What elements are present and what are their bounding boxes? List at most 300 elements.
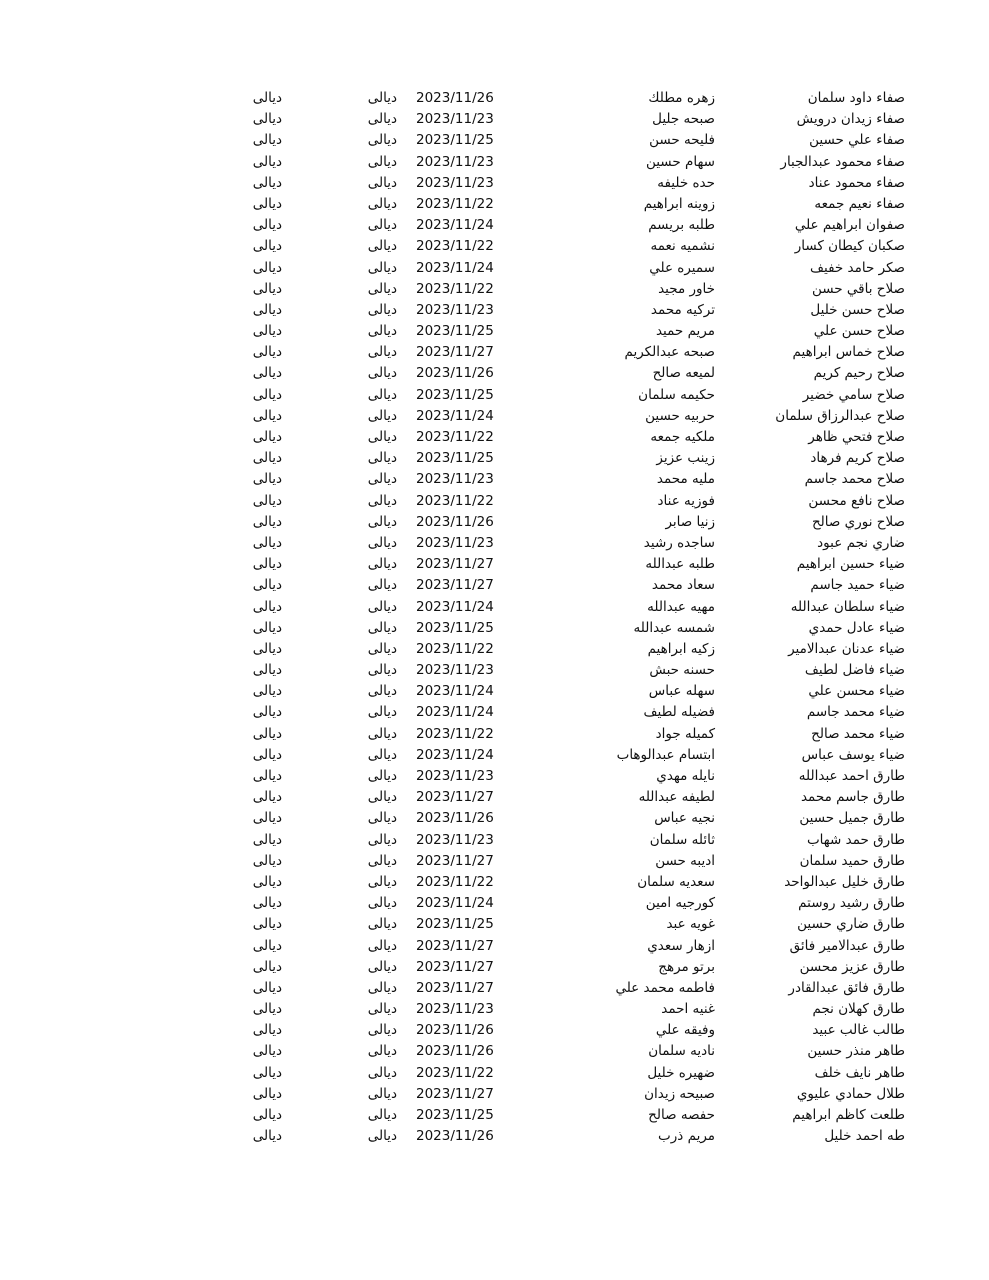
governorate: ديالى — [367, 1043, 397, 1060]
governorate-secondary: ديالى — [252, 217, 282, 234]
person-name: ضياء محمد جاسم — [806, 704, 905, 721]
person-name: طاهر نايف خلف — [814, 1064, 905, 1081]
table-row — [0, 1105, 989, 1126]
mother-name: نشميه نعمه — [650, 238, 715, 255]
mother-name: فاطمه محمد علي — [615, 979, 715, 996]
record-date: 2023/11/25 — [416, 323, 494, 340]
governorate: ديالى — [367, 513, 397, 530]
mother-name: ابتسام عبدالوهاب — [616, 746, 715, 763]
table-row — [0, 258, 989, 279]
mother-name: صبيحه زيدان — [644, 1085, 715, 1102]
mother-name: ثائله سلمان — [649, 831, 715, 848]
table-row — [0, 618, 989, 639]
mother-name: سعديه سلمان — [637, 873, 715, 890]
table-row — [0, 787, 989, 808]
person-name: ضياء عدنان عبدالامير — [788, 640, 905, 657]
person-name: صلاح رحيم كريم — [813, 365, 905, 382]
governorate-secondary: ديالى — [252, 577, 282, 594]
record-date: 2023/11/27 — [416, 1085, 494, 1102]
governorate: ديالى — [367, 323, 397, 340]
person-name: صلاح نوري صالح — [811, 513, 905, 530]
mother-name: سعاد محمد — [651, 577, 715, 594]
mother-name: فضيله لطيف — [643, 704, 715, 721]
governorate-secondary: ديالى — [252, 111, 282, 128]
person-name: ضياء حميد جاسم — [810, 577, 905, 594]
mother-name: كميله جواد — [655, 725, 715, 742]
governorate: ديالى — [367, 873, 397, 890]
mother-name: ضهيره خليل — [647, 1064, 715, 1081]
person-name: طارق ضاري حسين — [797, 916, 905, 933]
mother-name: زهره مطلك — [648, 90, 715, 106]
governorate: ديالى — [367, 344, 397, 361]
governorate-secondary: ديالى — [252, 132, 282, 149]
person-name: ضياء يوسف عباس — [801, 746, 905, 763]
table-row — [0, 448, 989, 469]
governorate-secondary: ديالى — [252, 450, 282, 467]
person-name: صلاح حسن علي — [813, 323, 905, 340]
record-date: 2023/11/27 — [416, 958, 494, 975]
governorate-secondary: ديالى — [252, 1107, 282, 1123]
mother-name: ازهار سعدي — [647, 937, 715, 954]
governorate-secondary: ديالى — [252, 789, 282, 806]
governorate-secondary: ديالى — [252, 1085, 282, 1102]
table-row — [0, 300, 989, 321]
table-row — [0, 342, 989, 363]
record-date: 2023/11/25 — [416, 1107, 494, 1123]
record-date: 2023/11/27 — [416, 852, 494, 869]
governorate-secondary: ديالى — [252, 598, 282, 615]
mother-name: سهله عباس — [648, 683, 715, 700]
mother-name: غويه عبد — [666, 916, 715, 933]
record-date: 2023/11/22 — [416, 492, 494, 509]
mother-name: لطيفه عبدالله — [638, 789, 715, 806]
table-row — [0, 957, 989, 978]
governorate-secondary: ديالى — [252, 810, 282, 827]
record-date: 2023/11/26 — [416, 1022, 494, 1039]
table-row — [0, 469, 989, 490]
mother-name: سهام حسين — [645, 153, 715, 170]
table-row — [0, 702, 989, 723]
governorate: ديالى — [367, 429, 397, 445]
record-date: 2023/11/27 — [416, 344, 494, 361]
mother-name: حربيه حسين — [645, 407, 715, 424]
mother-name: طلبه بريسم — [648, 217, 715, 234]
table-row — [0, 872, 989, 893]
governorate-secondary: ديالى — [252, 195, 282, 212]
governorate-secondary: ديالى — [252, 513, 282, 530]
governorate: ديالى — [367, 895, 397, 912]
table-row — [0, 512, 989, 533]
governorate-secondary: ديالى — [252, 153, 282, 170]
person-name: صفاء داود سلمان — [807, 90, 905, 106]
record-date: 2023/11/24 — [416, 683, 494, 700]
governorate: ديالى — [367, 111, 397, 128]
record-date: 2023/11/24 — [416, 217, 494, 234]
governorate: ديالى — [367, 979, 397, 996]
table-row — [0, 1084, 989, 1105]
governorate-secondary: ديالى — [252, 916, 282, 933]
governorate: ديالى — [367, 852, 397, 869]
governorate: ديالى — [367, 195, 397, 212]
record-date: 2023/11/22 — [416, 238, 494, 255]
person-name: طارق عبدالامير فائق — [789, 937, 905, 954]
table-row — [0, 936, 989, 957]
record-date: 2023/11/24 — [416, 895, 494, 912]
table-row — [0, 639, 989, 660]
mother-name: شمسه عبدالله — [633, 619, 715, 636]
governorate-secondary: ديالى — [252, 471, 282, 488]
mother-name: حده خليفه — [657, 174, 715, 191]
table-row — [0, 215, 989, 236]
record-date: 2023/11/22 — [416, 873, 494, 890]
record-date: 2023/11/27 — [416, 789, 494, 806]
governorate: ديالى — [367, 386, 397, 403]
mother-name: زوينه ابراهيم — [643, 195, 715, 212]
governorate-secondary: ديالى — [252, 90, 282, 106]
person-name: صلاح باقي حسن — [811, 280, 905, 297]
governorate-secondary: ديالى — [252, 725, 282, 742]
record-date: 2023/11/26 — [416, 90, 494, 106]
person-name: صلاح حسن خليل — [810, 301, 905, 318]
table-row — [0, 978, 989, 999]
governorate-secondary: ديالى — [252, 492, 282, 509]
mother-name: برتو مرهج — [658, 958, 715, 975]
governorate: ديالى — [367, 132, 397, 149]
governorate-secondary: ديالى — [252, 365, 282, 382]
record-date: 2023/11/23 — [416, 301, 494, 318]
governorate-secondary: ديالى — [252, 386, 282, 403]
governorate-secondary: ديالى — [252, 979, 282, 996]
person-name: صفاء محمود عناد — [808, 174, 905, 191]
table-row — [0, 236, 989, 257]
person-name: ضياء سلطان عبدالله — [790, 598, 905, 615]
governorate-secondary: ديالى — [252, 534, 282, 551]
governorate-secondary: ديالى — [252, 1128, 282, 1145]
governorate-secondary: ديالى — [252, 280, 282, 297]
mother-name: زنيا صابر — [665, 513, 715, 530]
table-row — [0, 130, 989, 151]
table-row — [0, 152, 989, 173]
record-date: 2023/11/24 — [416, 407, 494, 424]
record-date: 2023/11/22 — [416, 640, 494, 657]
governorate: ديالى — [367, 450, 397, 467]
table-row — [0, 830, 989, 851]
record-date: 2023/11/26 — [416, 810, 494, 827]
governorate-secondary: ديالى — [252, 937, 282, 954]
person-name: طارق حمد شهاب — [806, 831, 905, 848]
table-row — [0, 173, 989, 194]
record-date: 2023/11/25 — [416, 386, 494, 403]
record-date: 2023/11/23 — [416, 662, 494, 679]
governorate-secondary: ديالى — [252, 301, 282, 318]
person-name: طه احمد خليل — [824, 1128, 905, 1145]
person-name: صفاء علي حسين — [809, 132, 905, 149]
governorate: ديالى — [367, 577, 397, 594]
person-name: صلاح محمد جاسم — [804, 471, 905, 488]
governorate: ديالى — [367, 217, 397, 234]
person-name: صلاح خماس ابراهيم — [792, 344, 905, 361]
governorate: ديالى — [367, 301, 397, 318]
governorate: ديالى — [367, 1085, 397, 1102]
record-date: 2023/11/27 — [416, 979, 494, 996]
governorate: ديالى — [367, 534, 397, 551]
governorate: ديالى — [367, 725, 397, 742]
person-name: طارق رشيد روستم — [798, 895, 905, 912]
table-row — [0, 279, 989, 300]
governorate: ديالى — [367, 831, 397, 848]
record-date: 2023/11/26 — [416, 365, 494, 382]
person-name: ضياء حسين ابراهيم — [796, 556, 905, 573]
person-name: صلاح كريم فرهاد — [810, 450, 905, 467]
table-row — [0, 914, 989, 935]
governorate: ديالى — [367, 365, 397, 382]
person-name: طارق حميد سلمان — [799, 852, 905, 869]
person-name: ضياء عادل حمدي — [808, 619, 905, 636]
governorate-secondary: ديالى — [252, 344, 282, 361]
person-name: صكبان كيطان كسار — [794, 238, 905, 255]
governorate: ديالى — [367, 746, 397, 763]
table-row — [0, 745, 989, 766]
mother-name: صبحه جليل — [652, 111, 715, 128]
governorate: ديالى — [367, 1001, 397, 1018]
mother-name: طلبه عبدالله — [645, 556, 715, 573]
table-row — [0, 724, 989, 745]
mother-name: مريم ذرب — [658, 1128, 715, 1145]
governorate: ديالى — [367, 492, 397, 509]
governorate: ديالى — [367, 810, 397, 827]
governorate: ديالى — [367, 90, 397, 106]
governorate-secondary: ديالى — [252, 238, 282, 255]
record-date: 2023/11/23 — [416, 1001, 494, 1018]
governorate-secondary: ديالى — [252, 873, 282, 890]
governorate: ديالى — [367, 619, 397, 636]
person-name: طالب غالب عبيد — [812, 1022, 905, 1039]
mother-name: وفيقه علي — [655, 1022, 715, 1039]
record-date: 2023/11/22 — [416, 1064, 494, 1081]
person-name: صلاح سامي خضير — [802, 386, 905, 403]
governorate-secondary: ديالى — [252, 323, 282, 340]
governorate-secondary: ديالى — [252, 852, 282, 869]
governorate: ديالى — [367, 662, 397, 679]
record-date: 2023/11/22 — [416, 280, 494, 297]
table-row — [0, 660, 989, 681]
person-name: صلاح نافع محسن — [808, 492, 905, 509]
record-date: 2023/11/25 — [416, 619, 494, 636]
governorate-secondary: ديالى — [252, 746, 282, 763]
governorate: ديالى — [367, 768, 397, 784]
governorate-secondary: ديالى — [252, 1022, 282, 1039]
record-date: 2023/11/24 — [416, 598, 494, 615]
governorate: ديالى — [367, 238, 397, 255]
mother-name: ملكيه جمعه — [650, 429, 715, 445]
governorate-secondary: ديالى — [252, 958, 282, 975]
governorate-secondary: ديالى — [252, 1043, 282, 1060]
governorate: ديالى — [367, 598, 397, 615]
record-date: 2023/11/23 — [416, 153, 494, 170]
table-row — [0, 1063, 989, 1084]
table-row — [0, 88, 989, 109]
person-name: صفاء زيدان درويش — [796, 111, 905, 128]
mother-name: مهيه عبدالله — [647, 598, 715, 615]
person-name: طلال حمادي عليوي — [796, 1085, 905, 1102]
person-name: ضاري نجم عبود — [817, 534, 905, 551]
governorate: ديالى — [367, 958, 397, 975]
mother-name: خاور مجيد — [658, 280, 715, 297]
governorate: ديالى — [367, 640, 397, 657]
governorate-secondary: ديالى — [252, 683, 282, 700]
governorate: ديالى — [367, 704, 397, 721]
person-name: طارق احمد عبدالله — [798, 768, 905, 784]
record-date: 2023/11/26 — [416, 1043, 494, 1060]
person-name: صفاء محمود عبدالجبار — [780, 153, 905, 170]
governorate: ديالى — [367, 471, 397, 488]
table-row — [0, 575, 989, 596]
table-row — [0, 109, 989, 130]
governorate-secondary: ديالى — [252, 704, 282, 721]
person-name: صلاح عبدالرزاق سلمان — [775, 407, 905, 424]
record-date: 2023/11/26 — [416, 1128, 494, 1145]
governorate-secondary: ديالى — [252, 768, 282, 784]
table-row — [0, 766, 989, 787]
governorate-secondary: ديالى — [252, 407, 282, 424]
person-name: ضياء محسن علي — [808, 683, 905, 700]
person-name: ضياء فاضل لطيف — [804, 662, 905, 679]
governorate: ديالى — [367, 1064, 397, 1081]
governorate-secondary: ديالى — [252, 1064, 282, 1081]
mother-name: غنيه احمد — [661, 1001, 715, 1018]
governorate-secondary: ديالى — [252, 556, 282, 573]
record-date: 2023/11/23 — [416, 768, 494, 784]
governorate: ديالى — [367, 1022, 397, 1039]
governorate-secondary: ديالى — [252, 831, 282, 848]
governorate-secondary: ديالى — [252, 1001, 282, 1018]
table-row — [0, 491, 989, 512]
mother-name: سميره علي — [649, 259, 715, 276]
governorate-secondary: ديالى — [252, 640, 282, 657]
person-name: طارق فائق عبدالقادر — [788, 979, 905, 996]
table-row — [0, 893, 989, 914]
record-date: 2023/11/27 — [416, 937, 494, 954]
governorate: ديالى — [367, 259, 397, 276]
governorate-secondary: ديالى — [252, 174, 282, 191]
mother-name: ناديه سلمان — [648, 1043, 715, 1060]
record-date: 2023/11/25 — [416, 916, 494, 933]
person-name: ضياء محمد صالح — [811, 725, 905, 742]
mother-name: فليحه حسن — [649, 132, 715, 149]
table-row — [0, 1126, 989, 1147]
table-row — [0, 597, 989, 618]
record-date: 2023/11/27 — [416, 556, 494, 573]
record-date: 2023/11/22 — [416, 725, 494, 742]
record-date: 2023/11/23 — [416, 534, 494, 551]
table-row — [0, 406, 989, 427]
mother-name: حكيمه سلمان — [638, 386, 715, 403]
record-date: 2023/11/24 — [416, 704, 494, 721]
mother-name: تركيه محمد — [650, 301, 715, 318]
record-date: 2023/11/25 — [416, 450, 494, 467]
mother-name: نايله مهدي — [656, 768, 715, 784]
mother-name: اديبه حسن — [655, 852, 715, 869]
table-row — [0, 533, 989, 554]
governorate: ديالى — [367, 407, 397, 424]
governorate: ديالى — [367, 937, 397, 954]
governorate-secondary: ديالى — [252, 259, 282, 276]
mother-name: نجيه عباس — [654, 810, 715, 827]
mother-name: مريم حميد — [655, 323, 715, 340]
record-date: 2023/11/24 — [416, 259, 494, 276]
table-row — [0, 851, 989, 872]
person-name: طارق كهلان نجم — [812, 1001, 905, 1018]
governorate: ديالى — [367, 556, 397, 573]
governorate-secondary: ديالى — [252, 619, 282, 636]
person-name: صفوان ابراهيم علي — [794, 217, 905, 234]
mother-name: فوزيه عناد — [657, 492, 715, 509]
table-row — [0, 808, 989, 829]
record-date: 2023/11/24 — [416, 746, 494, 763]
record-date: 2023/11/23 — [416, 111, 494, 128]
record-date: 2023/11/22 — [416, 429, 494, 445]
person-name: طاهر منذر حسين — [807, 1043, 905, 1060]
table-row — [0, 1020, 989, 1041]
governorate: ديالى — [367, 916, 397, 933]
table-row — [0, 1041, 989, 1062]
table-row — [0, 363, 989, 384]
person-name: طارق خليل عبدالواحد — [784, 873, 905, 890]
governorate: ديالى — [367, 280, 397, 297]
mother-name: صبحه عبدالكريم — [624, 344, 715, 361]
governorate: ديالى — [367, 1128, 397, 1145]
person-name: طارق جاسم محمد — [800, 789, 905, 806]
table-row — [0, 681, 989, 702]
governorate: ديالى — [367, 683, 397, 700]
table-row — [0, 427, 989, 448]
record-date: 2023/11/26 — [416, 513, 494, 530]
records-table — [0, 88, 989, 1147]
record-date: 2023/11/22 — [416, 195, 494, 212]
table-row — [0, 999, 989, 1020]
table-row — [0, 385, 989, 406]
governorate-secondary: ديالى — [252, 662, 282, 679]
mother-name: زكيه ابراهيم — [647, 640, 715, 657]
record-date: 2023/11/23 — [416, 471, 494, 488]
record-date: 2023/11/27 — [416, 577, 494, 594]
mother-name: مليه محمد — [656, 471, 715, 488]
governorate: ديالى — [367, 174, 397, 191]
record-date: 2023/11/25 — [416, 132, 494, 149]
person-name: صلاح فتحي ظاهر — [808, 429, 905, 445]
governorate: ديالى — [367, 1107, 397, 1123]
person-name: صفاء نعيم جمعه — [814, 195, 905, 212]
table-row — [0, 554, 989, 575]
table-row — [0, 321, 989, 342]
table-row — [0, 194, 989, 215]
person-name: طلعت كاظم ابراهيم — [792, 1107, 905, 1123]
mother-name: لميعه صالح — [652, 365, 715, 382]
person-name: صكر حامد خفيف — [810, 259, 905, 276]
governorate: ديالى — [367, 789, 397, 806]
person-name: طارق جميل حسين — [799, 810, 905, 827]
mother-name: ساجده رشيد — [643, 534, 715, 551]
governorate: ديالى — [367, 153, 397, 170]
mother-name: حفصه صالح — [648, 1107, 715, 1123]
record-date: 2023/11/23 — [416, 831, 494, 848]
mother-name: حسنه حبش — [649, 662, 715, 679]
governorate-secondary: ديالى — [252, 429, 282, 445]
governorate-secondary: ديالى — [252, 895, 282, 912]
record-date: 2023/11/23 — [416, 174, 494, 191]
mother-name: زينب عزيز — [656, 450, 715, 467]
person-name: طارق عزيز محسن — [799, 958, 905, 975]
